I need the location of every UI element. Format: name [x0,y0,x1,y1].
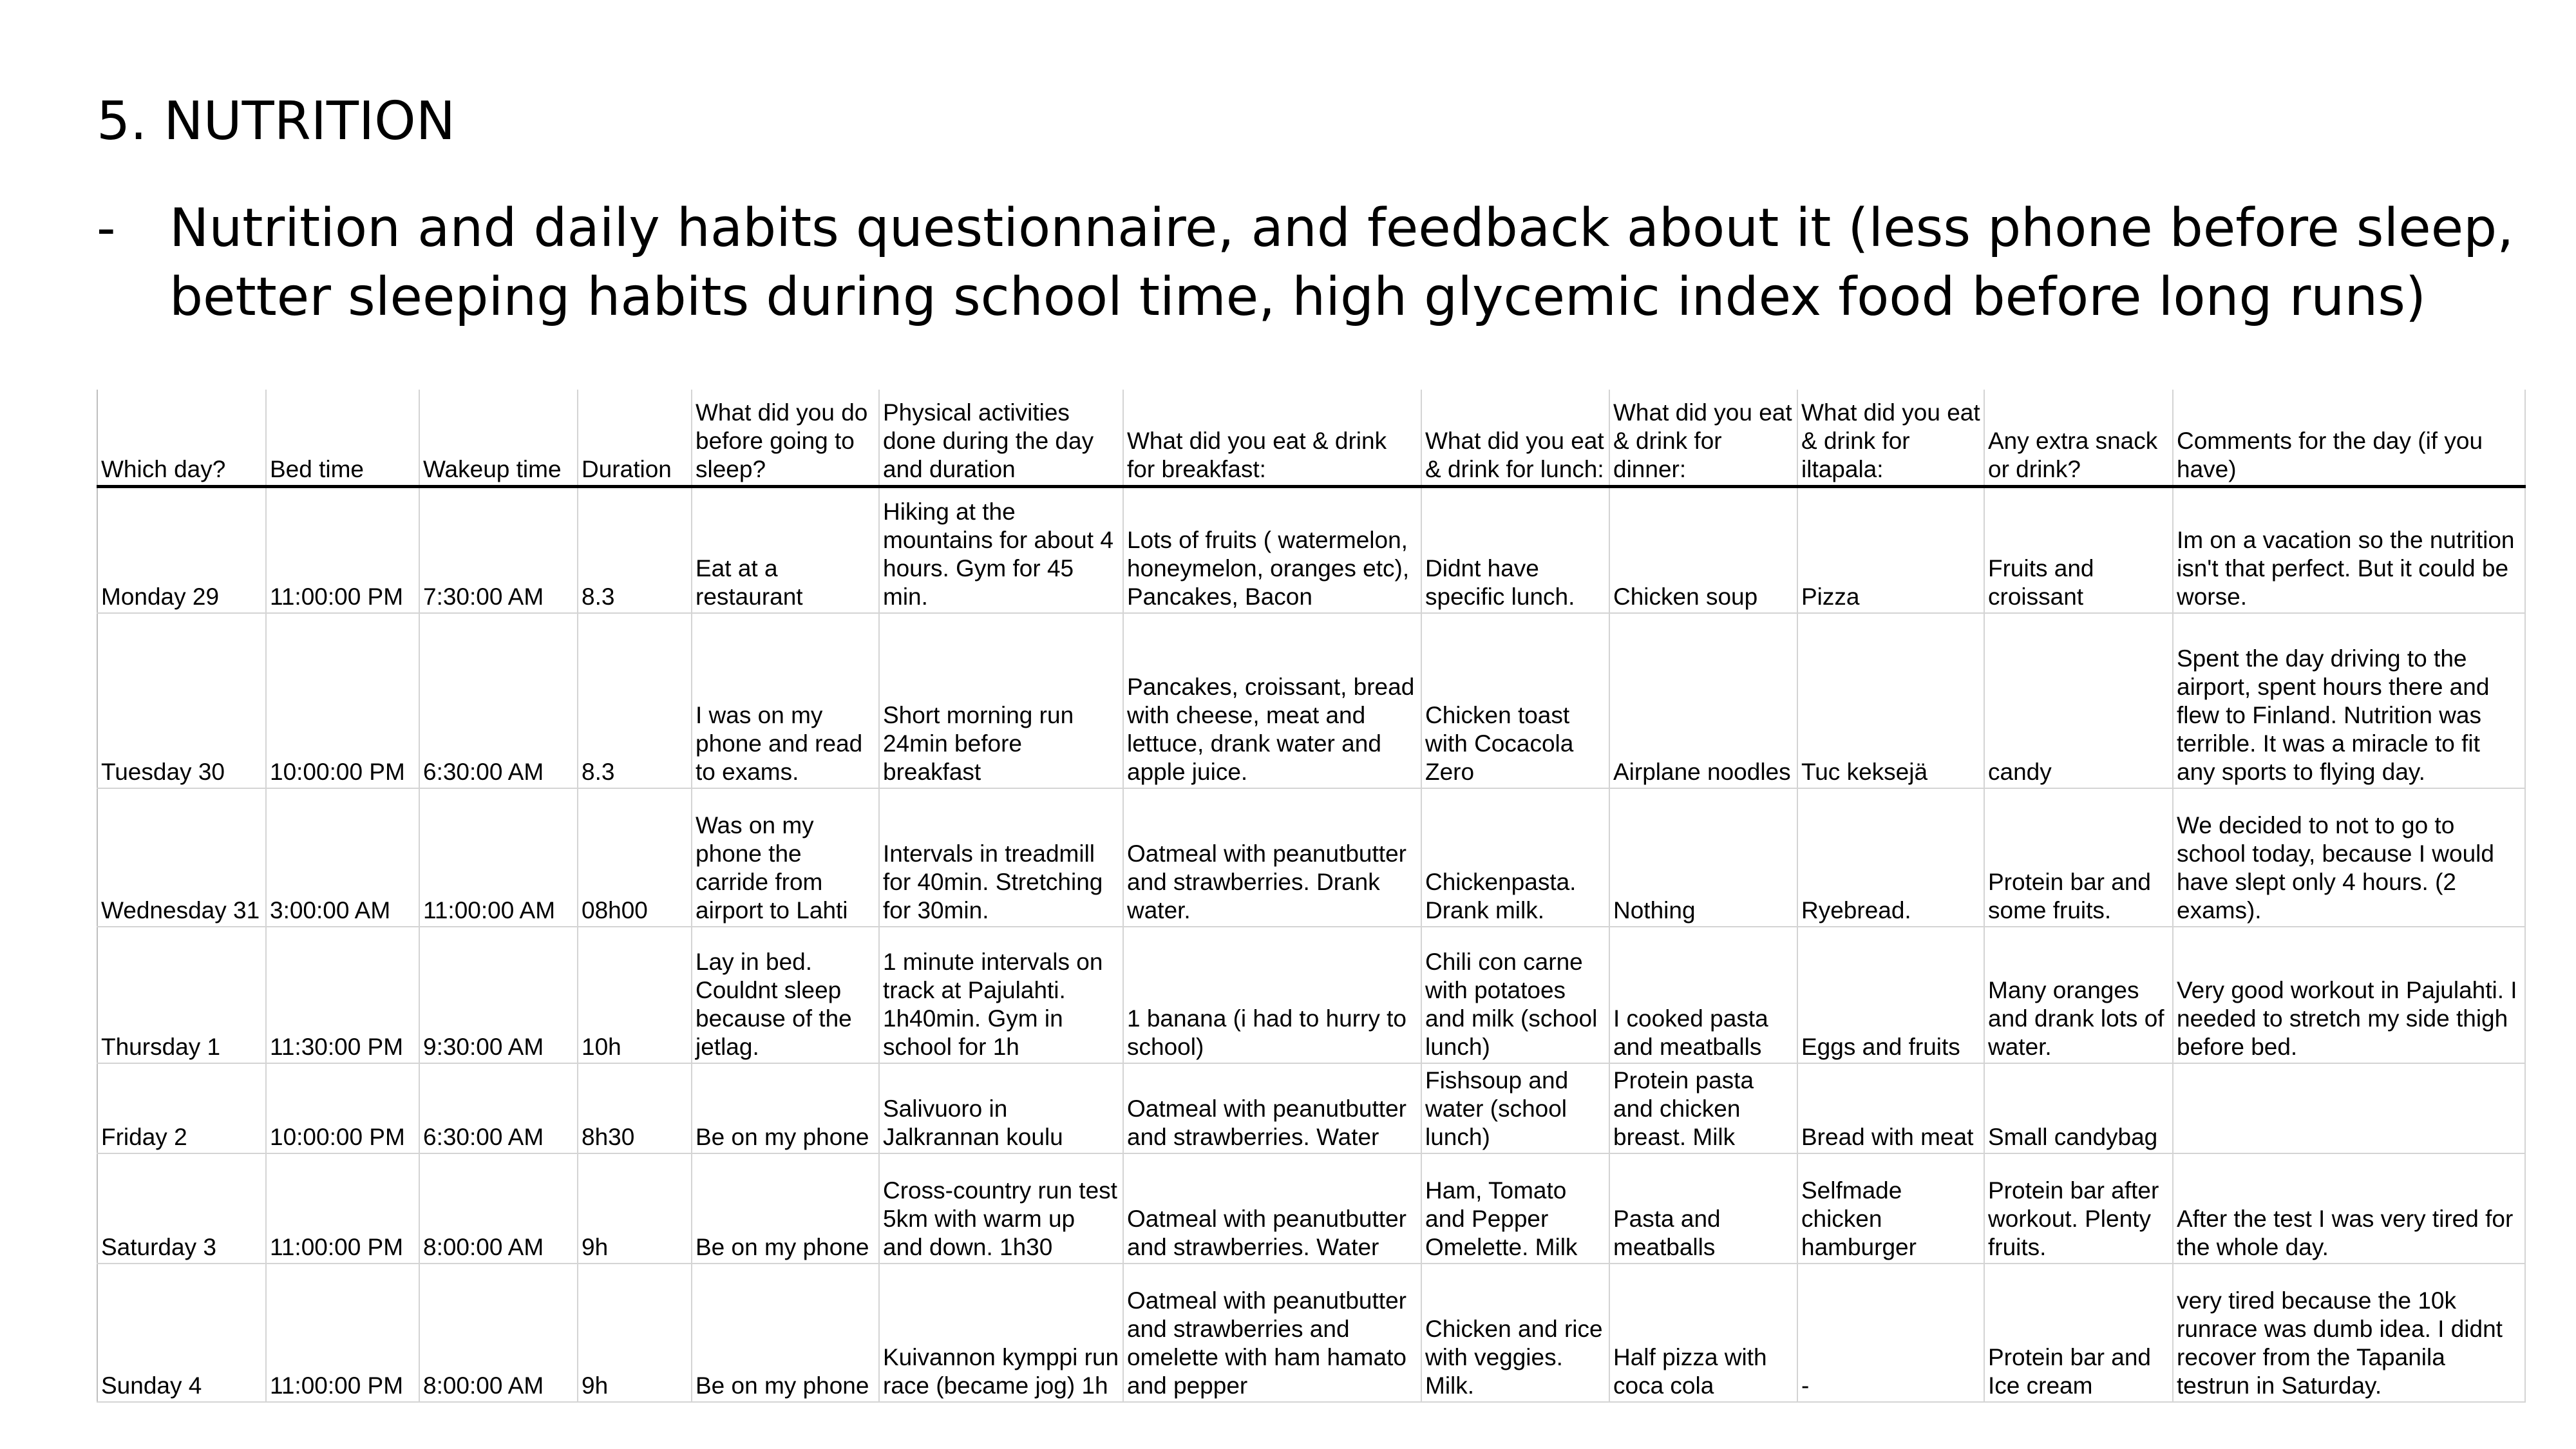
slide-title: 5. NUTRITION [97,91,456,152]
cell-duration: 08h00 [578,788,692,927]
cell-lunch: Chickenpasta. Drank milk. [1421,788,1609,927]
cell-wakeup: 9:30:00 AM [419,927,578,1063]
cell-snack: candy [1984,613,2173,788]
cell-breakfast: 1 banana (i had to hurry to school) [1123,927,1421,1063]
table-row [97,788,2525,927]
cell-iltapala: Tuc keksejä [1797,613,1984,788]
cell-snack: Fruits and croissant [1984,486,2173,613]
cell-before-sleep: Lay in bed. Couldnt sleep because of the jetlag. [692,927,879,1063]
cell-snack: Small candybag [1984,1063,2173,1153]
cell-bedtime: 11:30:00 PM [266,927,419,1063]
cell-day: Friday 2 [97,1063,266,1153]
header-cell-comments: Comments for the day (if you have) [2173,390,2525,486]
cell-day: Monday 29 [97,486,266,613]
cell-before-sleep: Be on my phone [692,1264,879,1402]
cell-duration: 9h [578,1153,692,1264]
cell-breakfast: Lots of fruits ( watermelon, honeymelon, oranges etc), Pancakes, Bacon [1123,486,1421,613]
cell-day: Tuesday 30 [97,613,266,788]
cell-duration: 9h [578,1264,692,1402]
cell-dinner: Half pizza with coca cola [1609,1264,1797,1402]
cell-day: Saturday 3 [97,1153,266,1264]
cell-activities: Intervals in treadmill for 40min. Stretching for 30min. [879,788,1123,927]
header-cell-activities: Physical activities done during the day and duration [879,390,1123,486]
cell-wakeup: 11:00:00 AM [419,788,578,927]
cell-lunch: Chicken and rice with veggies. Milk. [1421,1264,1609,1402]
cell-dinner: Airplane noodles [1609,613,1797,788]
cell-before-sleep: Be on my phone [692,1063,879,1153]
header-cell-wakeup: Wakeup time [419,390,578,486]
table-row [97,486,2525,613]
cell-wakeup: 7:30:00 AM [419,486,578,613]
cell-activities: 1 minute intervals on track at Pajulahti. 1h40min. Gym in school for 1h [879,927,1123,1063]
cell-iltapala: Pizza [1797,486,1984,613]
cell-wakeup: 6:30:00 AM [419,613,578,788]
cell-duration: 10h [578,927,692,1063]
cell-dinner: I cooked pasta and meatballs [1609,927,1797,1063]
cell-activities: Short morning run 24min before breakfast [879,613,1123,788]
cell-breakfast: Oatmeal with peanutbutter and strawberries. Water [1123,1063,1421,1153]
table-row [97,1153,2525,1264]
cell-snack: Many oranges and drank lots of water. [1984,927,2173,1063]
cell-lunch: Chili con carne with potatoes and milk (school lunch) [1421,927,1609,1063]
header-cell-day: Which day? [97,390,266,486]
cell-comments: We decided to not to go to school today, because I would have slept only 4 hours. (2 exams). [2173,788,2525,927]
cell-dinner: Pasta and meatballs [1609,1153,1797,1264]
cell-bedtime: 11:00:00 PM [266,1264,419,1402]
cell-wakeup: 6:30:00 AM [419,1063,578,1153]
cell-breakfast: Oatmeal with peanutbutter and strawberries and omelette with ham hamato and pepper [1123,1264,1421,1402]
table-row [97,613,2525,788]
cell-dinner: Nothing [1609,788,1797,927]
table-row [97,927,2525,1063]
cell-snack: Protein bar and Ice cream [1984,1264,2173,1402]
cell-comments: Spent the day driving to the airport, spent hours there and flew to Finland. Nutrition was terrible. It was a miracle to fit any sports to flying day. [2173,613,2525,788]
cell-day: Sunday 4 [97,1264,266,1402]
header-cell-breakfast: What did you eat & drink for breakfast: [1123,390,1421,486]
cell-comments [2173,1063,2525,1153]
cell-iltapala: Bread with meat [1797,1063,1984,1153]
header-cell-dinner: What did you eat & drink for dinner: [1609,390,1797,486]
cell-bedtime: 11:00:00 PM [266,486,419,613]
header-cell-lunch: What did you eat & drink for lunch: [1421,390,1609,486]
cell-day: Wednesday 31 [97,788,266,927]
cell-dinner: Protein pasta and chicken breast. Milk [1609,1063,1797,1153]
table-row [97,1264,2525,1402]
cell-iltapala: - [1797,1264,1984,1402]
cell-breakfast: Oatmeal with peanutbutter and strawberries. Water [1123,1153,1421,1264]
table-row [97,1063,2525,1153]
cell-wakeup: 8:00:00 AM [419,1264,578,1402]
cell-breakfast: Oatmeal with peanutbutter and strawberries. Drank water. [1123,788,1421,927]
cell-before-sleep: Be on my phone [692,1153,879,1264]
header-cell-iltapala: What did you eat & drink for iltapala: [1797,390,1984,486]
cell-before-sleep: I was on my phone and read to exams. [692,613,879,788]
cell-activities: Cross-country run test 5km with warm up and down. 1h30 [879,1153,1123,1264]
nutrition-table [97,390,2526,1403]
cell-before-sleep: Was on my phone the carride from airport to Lahti [692,788,879,927]
cell-day: Thursday 1 [97,927,266,1063]
cell-duration: 8h30 [578,1063,692,1153]
cell-iltapala: Eggs and fruits [1797,927,1984,1063]
cell-breakfast: Pancakes, croissant, bread with cheese, meat and lettuce, drank water and apple juice. [1123,613,1421,788]
cell-lunch: Chicken toast with Cocacola Zero [1421,613,1609,788]
cell-iltapala: Selfmade chicken hamburger [1797,1153,1984,1264]
header-cell-before-sleep: What did you do before going to sleep? [692,390,879,486]
cell-duration: 8.3 [578,486,692,613]
cell-activities: Hiking at the mountains for about 4 hours. Gym for 45 min. [879,486,1123,613]
cell-bedtime: 11:00:00 PM [266,1153,419,1264]
cell-bedtime: 10:00:00 PM [266,1063,419,1153]
cell-comments: After the test I was very tired for the whole day. [2173,1153,2525,1264]
cell-iltapala: Ryebread. [1797,788,1984,927]
cell-lunch: Fishsoup and water (school lunch) [1421,1063,1609,1153]
bullet-marker: - [97,198,116,259]
cell-wakeup: 8:00:00 AM [419,1153,578,1264]
cell-activities: Kuivannon kymppi run race (became jog) 1h [879,1264,1123,1402]
header-cell-snack: Any extra snack or drink? [1984,390,2173,486]
cell-dinner: Chicken soup [1609,486,1797,613]
cell-comments: Very good workout in Pajulahti. I needed to stretch my side thigh before bed. [2173,927,2525,1063]
header-cell-bedtime: Bed time [266,390,419,486]
table-header-row [97,390,2525,486]
cell-bedtime: 3:00:00 AM [266,788,419,927]
header-cell-duration: Duration [578,390,692,486]
cell-lunch: Ham, Tomato and Pepper Omelette. Milk [1421,1153,1609,1264]
cell-snack: Protein bar after workout. Plenty fruits. [1984,1153,2173,1264]
cell-activities: Salivuoro in Jalkrannan koulu [879,1063,1123,1153]
bullet-text: Nutrition and daily habits questionnaire, and feedback about it (less phone before sleep, better sleeping habits during school time, high glycemic index food before long runs) [169,198,2514,328]
cell-snack: Protein bar and some fruits. [1984,788,2173,927]
cell-duration: 8.3 [578,613,692,788]
cell-comments: very tired because the 10k runrace was dumb idea. I didnt recover from the Tapanila testrun in Saturday. [2173,1264,2525,1402]
cell-comments: Im on a vacation so the nutrition isn't that perfect. But it could be worse. [2173,486,2525,613]
cell-before-sleep: Eat at a restaurant [692,486,879,613]
cell-lunch: Didnt have specific lunch. [1421,486,1609,613]
cell-bedtime: 10:00:00 PM [266,613,419,788]
